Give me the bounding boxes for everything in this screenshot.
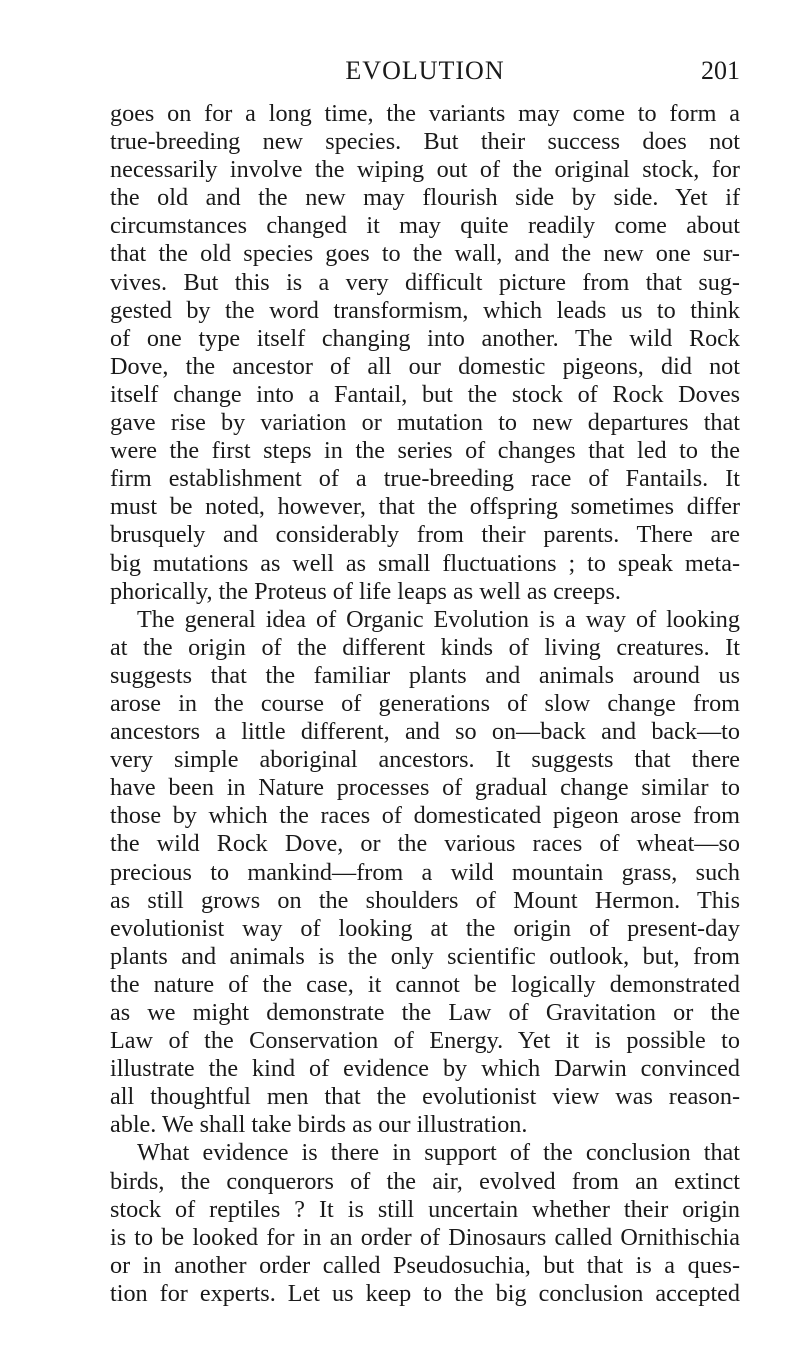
running-head xyxy=(110,56,740,92)
text-line: Law of the Conservation of Energy. Yet it is possible to xyxy=(110,1027,740,1055)
text-line: able. We shall take birds as our illustration. xyxy=(110,1111,528,1139)
text-line: is to be looked for in an order of Dinosaurs called Ornithischia xyxy=(110,1223,740,1251)
text-line: illustrate the kind of evidence by which Darwin convinced xyxy=(110,1055,740,1083)
text-line: necessarily involve the wiping out of the original stock, for xyxy=(110,156,740,184)
text-line: that the old species goes to the wall, and the new one sur- xyxy=(110,240,740,268)
text-line: suggests that the familiar plants and animals around us xyxy=(110,661,740,689)
text-line: phorically, the Proteus of life leaps as well as creeps. xyxy=(110,577,621,605)
text-line: brusquely and considerably from their parents. There are xyxy=(110,521,740,549)
text-line: Dove, the ancestor of all our domestic pigeons, did not xyxy=(110,352,740,380)
text-line: those by which the races of domesticated pigeon arose from xyxy=(110,802,740,830)
text-line: big mutations as well as small fluctuations ; to speak meta- xyxy=(110,549,740,577)
text-line: evolutionist way of looking at the origin of present-day xyxy=(110,914,740,942)
text-line: plants and animals is the only scientific outlook, but, from xyxy=(110,942,740,970)
text-line: goes on for a long time, the variants may come to form a xyxy=(110,100,740,127)
text-line: birds, the conquerors of the air, evolved from an extinct xyxy=(110,1167,740,1195)
text-line: circumstances changed it may quite readily come about xyxy=(110,212,740,240)
text-line: as we might demonstrate the Law of Gravitation or the xyxy=(110,999,740,1026)
body-text xyxy=(110,100,740,1308)
text-line: must be noted, however, that the offspring sometimes differ xyxy=(110,493,740,521)
text-line: stock of reptiles ? It is still uncertain whether their origin xyxy=(110,1195,740,1223)
text-line: have been in Nature processes of gradual change similar to xyxy=(110,774,740,802)
running-title: EVOLUTION xyxy=(345,56,505,85)
text-line: arose in the course of generations of slow change from xyxy=(110,689,740,717)
text-line: vives. But this is a very difficult picture from that sug- xyxy=(110,268,740,296)
text-line: tion for experts. Let us keep to the big conclusion accepted xyxy=(110,1279,740,1307)
text-line: at the origin of the different kinds of living creatures. It xyxy=(110,633,740,661)
text-line: of one type itself changing into another. The wild Rock xyxy=(110,324,740,352)
text-line: or in another order called Pseudosuchia, but that is a ques- xyxy=(110,1251,740,1279)
page-number: 201 xyxy=(701,56,740,85)
text-line: the wild Rock Dove, or the various races of wheat—so xyxy=(110,830,740,858)
text-line: all thoughtful men that the evolutionist view was reason- xyxy=(110,1083,740,1111)
text-line: very simple aboriginal ancestors. It suggests that there xyxy=(110,746,740,774)
text-line: the nature of the case, it cannot be logically demonstrated xyxy=(110,970,740,998)
text-line: What evidence is there in support of the conclusion that xyxy=(137,1139,740,1167)
text-line: firm establishment of a true-breeding race of Fantails. It xyxy=(110,465,740,493)
text-line: true-breeding new species. But their success does not xyxy=(110,128,740,156)
text-line: precious to mankind—from a wild mountain grass, such xyxy=(110,858,740,886)
text-line: the old and the new may flourish side by side. Yet if xyxy=(110,184,740,212)
text-line: ancestors a little different, and so on—back and back—to xyxy=(110,718,740,746)
text-line: as still grows on the shoulders of Mount Hermon. This xyxy=(110,886,740,914)
text-line: were the first steps in the series of changes that led to the xyxy=(110,437,740,465)
text-line: gave rise by variation or mutation to new departures that xyxy=(110,409,740,437)
text-line: gested by the word transformism, which leads us to think xyxy=(110,296,740,324)
text-line: itself change into a Fantail, but the stock of Rock Doves xyxy=(110,380,740,408)
text-line: The general idea of Organic Evolution is a way of looking xyxy=(137,605,740,633)
